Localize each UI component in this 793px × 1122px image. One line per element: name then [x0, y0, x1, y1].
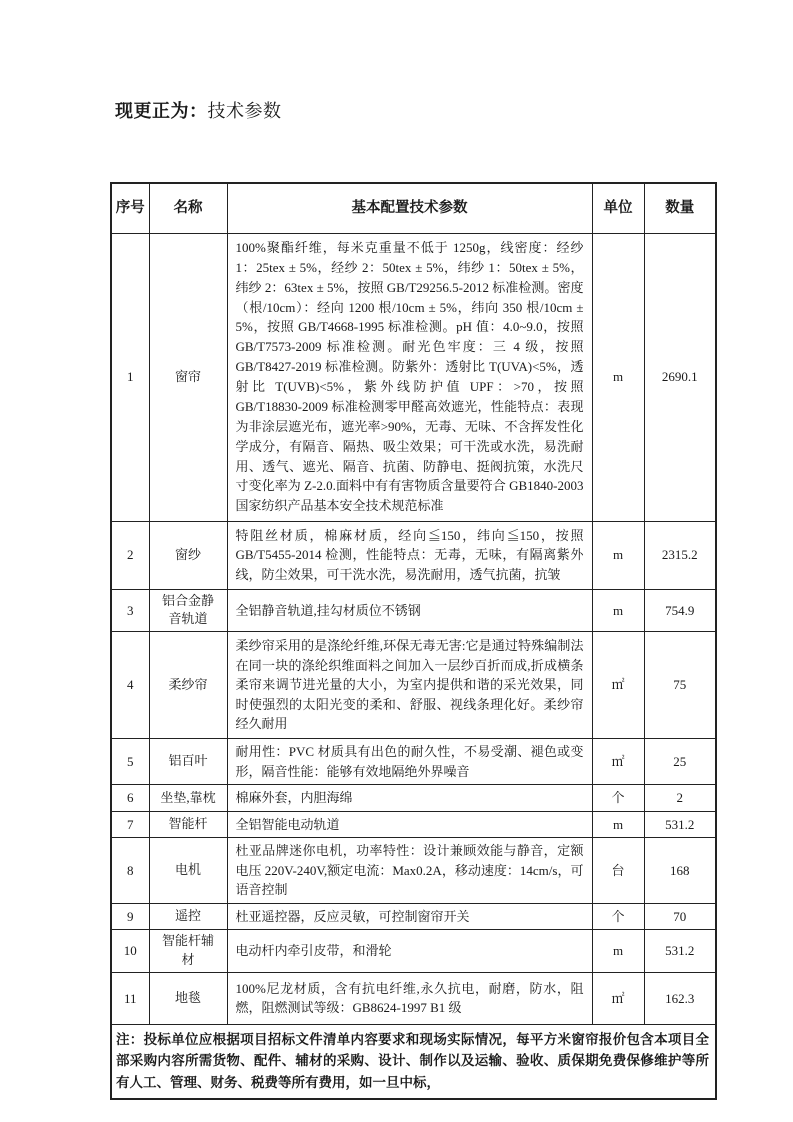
spec-table-header: [111, 183, 716, 233]
row-no-cell: 5: [111, 739, 149, 785]
row-qty-cell: 25: [644, 739, 716, 785]
page-title-bold: 现更正为：: [115, 101, 208, 121]
row-name-cell: 柔纱帘: [149, 632, 227, 739]
page-title: [115, 97, 282, 123]
row-name-cell: 地毯: [149, 972, 227, 1024]
row-no-cell: 9: [111, 903, 149, 930]
row-qty-cell: 2690.1: [644, 233, 716, 521]
row-spec-cell: 杜亚遥控器，反应灵敏，可控制窗帘开关: [227, 903, 592, 930]
note-row: [111, 1024, 716, 1098]
row-no-cell: 6: [111, 785, 149, 812]
row-name-cell: 铝百叶: [149, 739, 227, 785]
table-row: [111, 930, 716, 973]
row-qty-cell: 162.3: [644, 972, 716, 1024]
table-row: [111, 972, 716, 1024]
row-name-cell: 智能杆: [149, 811, 227, 838]
spec-table-footer: [111, 1024, 716, 1098]
row-qty-cell: 70: [644, 903, 716, 930]
row-no-cell: 2: [111, 521, 149, 589]
table-row: [111, 233, 716, 521]
table-row: [111, 838, 716, 904]
header-row: [111, 183, 716, 233]
row-qty-cell: 531.2: [644, 811, 716, 838]
table-row: [111, 521, 716, 589]
row-spec-cell: 杜亚品牌迷你电机，功率特性：设计兼顾效能与静音，定额电压 220V-240V,额定电流：Max0.2A，移动速度：14cm/s，可语音控制: [227, 838, 592, 904]
row-no-cell: 3: [111, 589, 149, 632]
row-qty-cell: 2: [644, 785, 716, 812]
row-name-cell: 铝合金静音轨道: [149, 589, 227, 632]
row-name-cell: 电机: [149, 838, 227, 904]
table-row: [111, 811, 716, 838]
row-spec-cell: 柔纱帘采用的是涤纶纤维,环保无毒无害:它是通过特殊编制法在同一块的涤纶织维面料之间加入一层纱百折而成,折成横条柔帘来调节进光量的大小，为室内提供和谐的采光效果，同时使强烈的太阳光变的柔和、舒服、视线条理化好。柔纱帘经久耐用: [227, 632, 592, 739]
table-row: [111, 903, 716, 930]
row-unit-cell: 个: [592, 785, 644, 812]
row-no-cell: 7: [111, 811, 149, 838]
page-title-regular: 技术参数: [207, 101, 282, 121]
header-cell-qty: 数量: [644, 183, 716, 233]
table-row: [111, 739, 716, 785]
row-name-cell: 遥控: [149, 903, 227, 930]
row-spec-cell: 全铝静音轨道,挂勾材质位不锈钢: [227, 589, 592, 632]
row-unit-cell: m: [592, 930, 644, 973]
row-unit-cell: ㎡: [592, 632, 644, 739]
row-unit-cell: 个: [592, 903, 644, 930]
header-cell-unit: 单位: [592, 183, 644, 233]
row-spec-cell: 100%聚酯纤维，每米克重量不低于 1250g，线密度：经纱 1：25tex ± 5%，经纱 2：50tex ± 5%，纬纱 1：50tex ± 5%，纬纱 2：63tex ± 5%，按照 GB/T29256.5-2012 标准检测。密度（根/10cm）：经向 1200 根/10cm ± 5%，纬向 350 根/10cm ± 5%，按照 GB/T4668-1995 标准检测。pH 值：4.0~9.0，按照 GB/T7573-2009 标准检测。耐光色牢度：三 4 级，按照 GB/T8427-2019 标准检测。防紫外：透射比 T(UVA)<5%，透射比 T(UVB)<5%，紫外线防护值 UPF：>70，按照 GB/T18830-2009 标准检测零甲醛高效遮光，性能特点：表现为非涂层遮光布，遮光率>90%，无毒、无味、不含挥发性化学成分，有隔音、隔热、吸尘效果；可干洗或水洗，易洗耐用、透气、遮光、隔音、抗菌、防静电、挺阀抗策，水洗尺寸变化率为 Z-2.0.面料中有有害物质含量要符合 GB1840-2003 国家纺织产品基本安全技术规范标准: [227, 233, 592, 521]
row-no-cell: 4: [111, 632, 149, 739]
row-name-cell: 智能杆辅材: [149, 930, 227, 973]
note-text: 注：投标单位应根据项目招标文件清单内容要求和现场实际情况，每平方米窗帘报价包含本项目全部采购内容所需货物、配件、辅材的采购、设计、制作以及运输、验收、质保期免费保修维护等所有人工、管理、财务、税费等所有费用，如一旦中标，: [111, 1024, 716, 1098]
table-row: [111, 785, 716, 812]
header-cell-spec: 基本配置技术参数: [227, 183, 592, 233]
row-unit-cell: m: [592, 811, 644, 838]
row-qty-cell: 531.2: [644, 930, 716, 973]
table-row: [111, 589, 716, 632]
row-qty-cell: 754.9: [644, 589, 716, 632]
header-cell-no: 序号: [111, 183, 149, 233]
row-no-cell: 8: [111, 838, 149, 904]
row-spec-cell: 全铝智能电动轨道: [227, 811, 592, 838]
row-spec-cell: 特阻丝材质，棉麻材质，经向≦150，纬向≦150，按照 GB/T5455-2014 检测，性能特点：无毒，无味，有隔离紫外线，防尘效果，可干洗水洗，易洗耐用，透气抗菌，抗皱: [227, 521, 592, 589]
row-unit-cell: ㎡: [592, 972, 644, 1024]
row-unit-cell: 台: [592, 838, 644, 904]
row-unit-cell: m: [592, 521, 644, 589]
row-qty-cell: 168: [644, 838, 716, 904]
row-spec-cell: 耐用性：PVC 材质具有出色的耐久性，不易受潮、褪色或变形，隔音性能：能够有效地隔绝外界噪音: [227, 739, 592, 785]
row-spec-cell: 棉麻外套，内胆海绵: [227, 785, 592, 812]
row-unit-cell: ㎡: [592, 739, 644, 785]
row-no-cell: 11: [111, 972, 149, 1024]
row-no-cell: 10: [111, 930, 149, 973]
row-unit-cell: m: [592, 233, 644, 521]
row-spec-cell: 100%尼龙材质，含有抗电纤维,永久抗电，耐磨，防水，阻燃，阻燃测试等级：GB8624-1997 B1 级: [227, 972, 592, 1024]
row-name-cell: 坐垫,靠枕: [149, 785, 227, 812]
header-cell-name: 名称: [149, 183, 227, 233]
row-name-cell: 窗帘: [149, 233, 227, 521]
row-qty-cell: 75: [644, 632, 716, 739]
table-row: [111, 632, 716, 739]
spec-table-body: [111, 233, 716, 1024]
row-qty-cell: 2315.2: [644, 521, 716, 589]
row-unit-cell: m: [592, 589, 644, 632]
row-name-cell: 窗纱: [149, 521, 227, 589]
spec-table: [110, 182, 717, 1100]
row-spec-cell: 电动杆内牵引皮带，和滑轮: [227, 930, 592, 973]
row-no-cell: 1: [111, 233, 149, 521]
